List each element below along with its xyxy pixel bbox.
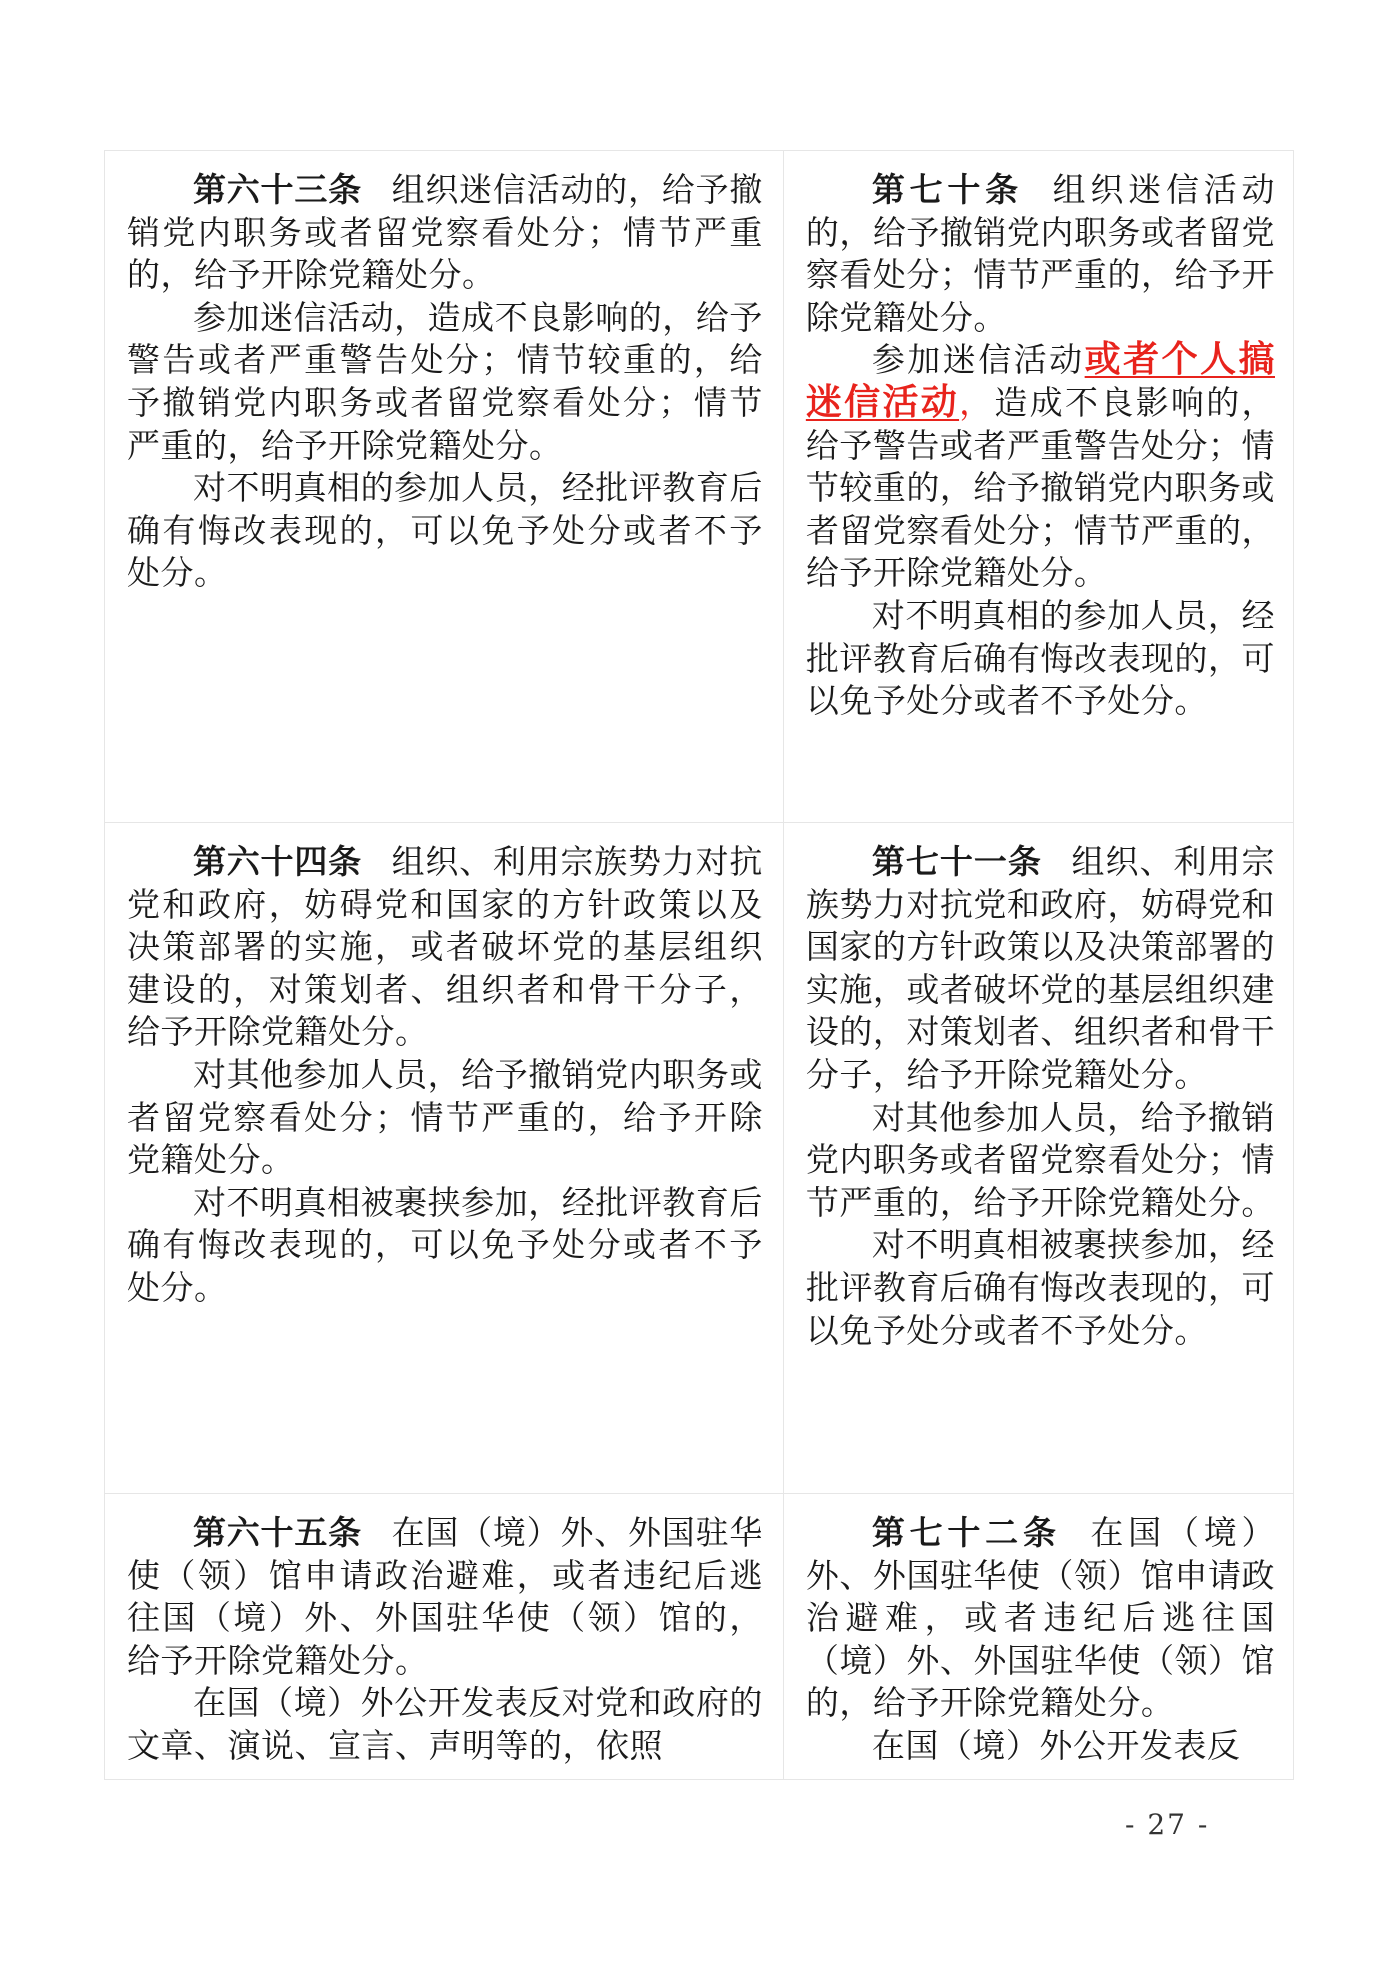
paragraph-text: 造成不良影响的，给予警告或者严重警告处分；情节较重的，给予撤销党内职务或者留党察看处分；情节严重的，给予开除党籍处分。 — [805, 382, 1275, 593]
paragraph — [806, 1512, 1275, 1725]
paragraph — [806, 339, 1275, 595]
paragraph: 在国（境）外公开发表反 — [871, 1725, 1241, 1765]
paragraph: 对不明真相被裹挟参加，经批评教育后确有悔改表现的，可以免予处分或者不予处分。 — [127, 1182, 763, 1307]
paragraph-text: 组织、利用宗族势力对抗党和政府，妨碍党和国家的方针政策以及决策部署的实施，或者破坏党的基层组织建设的，对策划者、组织者和骨干分子，给予开除党籍处分。 — [127, 842, 763, 1052]
old-article-cell — [105, 823, 784, 1493]
paragraph: 在国（境）外公开发表反对党和政府的文章、演说、宣言、声明等的，依照 — [127, 1683, 763, 1765]
paragraph-text: 在国（境）外、外国驻华使（领）馆申请政治避难，或者违纪后逃往国（境）外、外国驻华使（领）馆的，给予开除党籍处分。 — [805, 1513, 1276, 1723]
page-number: - 27 - — [1125, 1808, 1210, 1841]
article-number: 第六十五条 — [193, 1513, 362, 1552]
table-row — [105, 1494, 1293, 1779]
paragraph-text: 在国（境）外、外国驻华使（领）馆申请政治避难，或者违纪后逃往国（境）外、外国驻华使（领）馆的，给予开除党籍处分。 — [127, 1513, 763, 1680]
new-article-cell — [784, 823, 1293, 1493]
article-number: 第七十二条 — [871, 1513, 1061, 1552]
paragraph — [806, 169, 1275, 339]
paragraph-text: 组织迷信活动的，给予撤销党内职务或者留党察看处分；情节严重的，给予开除党籍处分。 — [805, 170, 1276, 337]
article-number: 第六十三条 — [193, 170, 362, 209]
table-row — [105, 823, 1293, 1494]
revision-highlight: 或者个人搞迷信活动 — [805, 339, 1275, 423]
paragraph — [806, 841, 1275, 1097]
paragraph-text: 组织迷信活动的，给予撤销党内职务或者留党察看处分；情节严重的，给予开除党籍处分。 — [127, 170, 763, 295]
paragraph: 对不明真相被裹挟参加，经批评教育后确有悔改表现的，可以免予处分或者不予处分。 — [805, 1225, 1275, 1350]
paragraph: 对不明真相的参加人员，经批评教育后确有悔改表现的，可以免予处分或者不予处分。 — [805, 595, 1275, 721]
paragraph-text: 组织、利用宗族势力对抗党和政府，妨碍党和国家的方针政策以及决策部署的实施，或者破坏党的基层组织建设的，对策划者、组织者和骨干分子，给予开除党籍处分。 — [805, 842, 1276, 1094]
article-number: 第七十一条 — [871, 842, 1042, 881]
paragraph: 对不明真相的参加人员，经批评教育后确有悔改表现的，可以免予处分或者不予处分。 — [127, 468, 763, 593]
paragraph — [127, 841, 763, 1054]
article-number: 第六十四条 — [193, 842, 362, 881]
paragraph: 对其他参加人员，给予撤销党内职务或者留党察看处分；情节严重的，给予开除党籍处分。 — [127, 1054, 763, 1180]
new-article-cell — [784, 151, 1293, 822]
new-article-cell — [784, 1494, 1293, 1779]
comparison-table — [104, 150, 1294, 1780]
table-row — [105, 151, 1293, 823]
paragraph: 对其他参加人员，给予撤销党内职务或者留党察看处分；情节严重的，给予开除党籍处分。 — [805, 1097, 1275, 1222]
old-article-cell — [105, 151, 784, 822]
old-article-cell — [105, 1494, 784, 1779]
paragraph: 参加迷信活动，造成不良影响的，给予警告或者严重警告处分；情节较重的，给予撤销党内职务或者留党察看处分；情节严重的，给予开除党籍处分。 — [127, 297, 763, 465]
article-number: 第七十条 — [871, 170, 1023, 209]
paragraph — [127, 1512, 763, 1682]
revision-comma: ， — [959, 382, 995, 422]
paragraph-text: 参加迷信活动 — [871, 340, 1085, 380]
paragraph — [127, 169, 763, 297]
